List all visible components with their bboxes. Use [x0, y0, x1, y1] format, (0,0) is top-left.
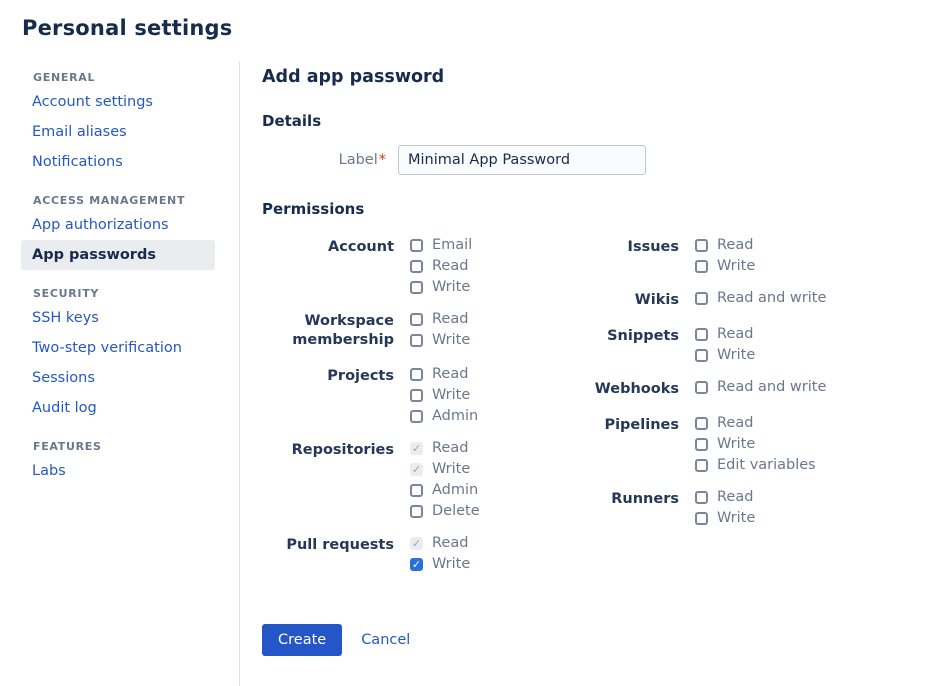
checkmark-icon: ✓: [411, 462, 422, 476]
checkbox-repositories-delete[interactable]: [410, 505, 423, 518]
permission-group-projects: [262, 366, 585, 424]
checkbox-account-email[interactable]: [410, 239, 423, 252]
sidebar-section-header: GENERAL: [33, 71, 96, 84]
permission-option-label: Read: [432, 440, 469, 456]
checkbox-projects-write[interactable]: [410, 389, 423, 402]
details-heading: Details: [262, 112, 322, 130]
checkbox-account-read[interactable]: [410, 260, 423, 273]
permission-option-account-read[interactable]: [410, 258, 472, 274]
checkbox-repositories-write[interactable]: [410, 463, 423, 476]
permission-group-options: [695, 237, 755, 274]
sidebar-section-general: [0, 71, 239, 177]
permission-group-label: Wikis: [634, 292, 679, 308]
label-field-row: [262, 145, 936, 175]
checkmark-icon: ✓: [411, 557, 422, 571]
permission-group-label: Pull requests: [286, 537, 394, 553]
sidebar-section-security: [0, 287, 239, 423]
permission-option-repositories-admin[interactable]: [410, 482, 480, 498]
checkbox-pull-requests-read[interactable]: [410, 537, 423, 550]
checkbox-issues-write[interactable]: [695, 260, 708, 273]
permission-option-label: Write: [717, 510, 756, 526]
permission-group-options: [695, 415, 816, 473]
checkmark-icon: ✓: [411, 536, 422, 550]
required-asterisk: *: [378, 152, 386, 168]
checkbox-account-write[interactable]: [410, 281, 423, 294]
checkbox-runners-read[interactable]: [695, 491, 708, 504]
permission-option-label: Write: [717, 258, 756, 274]
permission-group-options: [410, 366, 478, 424]
sidebar-item-app-authorizations[interactable]: App authorizations: [32, 217, 169, 233]
checkbox-pipelines-read[interactable]: [695, 417, 708, 430]
permission-option-label: Read: [432, 366, 469, 382]
sidebar-section-items: [0, 456, 239, 486]
sidebar-item-app-passwords[interactable]: App passwords: [21, 240, 215, 270]
permission-group-options: [410, 311, 470, 348]
permission-group-label: Issues: [627, 239, 679, 255]
label-field-text: Label: [338, 152, 378, 168]
checkbox-pipelines-write[interactable]: [695, 438, 708, 451]
sidebar-section-header: SECURITY: [33, 287, 100, 300]
permission-group-pipelines: [585, 415, 936, 473]
permission-option-repositories-read[interactable]: [410, 440, 480, 456]
permission-group-options: [410, 237, 472, 295]
permission-option-pull-requests-read[interactable]: [410, 535, 470, 551]
permission-group-label: Webhooks: [594, 381, 679, 397]
permissions-heading: Permissions: [262, 200, 365, 218]
sidebar-section-access-management: [0, 194, 239, 270]
sidebar-item-two-step-verification[interactable]: Two-step verification: [32, 340, 182, 356]
permission-group-label: Workspace membership: [292, 313, 394, 348]
main-content: [240, 61, 936, 686]
permission-option-label: Edit variables: [717, 457, 816, 473]
permission-option-label: Read: [717, 489, 754, 505]
sidebar: [0, 61, 240, 686]
form-actions: [262, 624, 936, 656]
permission-group-options: [410, 440, 480, 519]
permission-group-issues: [585, 237, 936, 274]
permission-option-label: Write: [432, 332, 471, 348]
permission-option-label: Read: [717, 415, 754, 431]
permission-option-issues-write[interactable]: [695, 258, 755, 274]
sidebar-section-header: FEATURES: [33, 440, 102, 453]
permission-option-label: Read and write: [717, 290, 827, 306]
checkbox-projects-admin[interactable]: [410, 410, 423, 423]
sidebar-section-items: [0, 87, 239, 177]
permission-option-account-email[interactable]: [410, 237, 472, 253]
sidebar-item-sessions[interactable]: Sessions: [32, 370, 95, 386]
label-field-label: [262, 152, 398, 168]
permission-option-pull-requests-write[interactable]: [410, 556, 470, 572]
checkbox-repositories-admin[interactable]: [410, 484, 423, 497]
sidebar-item-notifications[interactable]: Notifications: [32, 154, 123, 170]
permission-option-webhooks-read-and-write[interactable]: [695, 379, 826, 395]
permissions-column-left: [262, 237, 585, 588]
cancel-link[interactable]: Cancel: [361, 632, 411, 648]
checkbox-projects-read[interactable]: [410, 368, 423, 381]
checkbox-webhooks-read-and-write[interactable]: [695, 381, 708, 394]
permission-option-workspace-membership-write[interactable]: [410, 332, 470, 348]
permissions-column-right: [585, 237, 936, 588]
permission-option-label: Delete: [432, 503, 480, 519]
permission-option-snippets-read[interactable]: [695, 326, 755, 342]
checkbox-repositories-read[interactable]: [410, 442, 423, 455]
checkbox-snippets-write[interactable]: [695, 349, 708, 362]
sidebar-item-email-aliases[interactable]: Email aliases: [32, 124, 127, 140]
permission-option-label: Write: [432, 387, 471, 403]
permission-option-label: Write: [432, 461, 471, 477]
permission-option-label: Write: [432, 279, 471, 295]
sidebar-section-items: [0, 303, 239, 423]
checkbox-pipelines-edit-variables[interactable]: [695, 459, 708, 472]
permission-option-label: Write: [432, 556, 471, 572]
checkmark-icon: ✓: [411, 441, 422, 455]
permission-option-label: Read: [432, 311, 469, 327]
permission-group-label: Account: [328, 239, 394, 255]
checkbox-pull-requests-write[interactable]: [410, 558, 423, 571]
permission-option-label: Read and write: [717, 379, 827, 395]
permission-option-label: Read: [717, 326, 754, 342]
permission-group-repositories: [262, 440, 585, 519]
permission-group-runners: [585, 489, 936, 526]
permission-group-account: [262, 237, 585, 295]
permission-option-label: Write: [717, 436, 756, 452]
permission-option-account-write[interactable]: [410, 279, 472, 295]
checkbox-runners-write[interactable]: [695, 512, 708, 525]
permissions-grid: [262, 237, 936, 588]
permission-group-webhooks: [585, 379, 936, 399]
permission-option-label: Admin: [432, 408, 479, 424]
permission-option-runners-write[interactable]: [695, 510, 755, 526]
permission-option-label: Read: [432, 258, 469, 274]
permission-option-snippets-write[interactable]: [695, 347, 755, 363]
checkbox-workspace-membership-read[interactable]: [410, 313, 423, 326]
permission-option-projects-read[interactable]: [410, 366, 478, 382]
label-input[interactable]: [398, 145, 646, 175]
page-body: [0, 61, 936, 686]
permission-option-repositories-write[interactable]: [410, 461, 480, 477]
permission-option-wikis-read-and-write[interactable]: [695, 290, 826, 306]
permission-group-wikis: [585, 290, 936, 310]
sidebar-section-features: [0, 440, 239, 486]
permission-option-projects-write[interactable]: [410, 387, 478, 403]
permission-group-label: Snippets: [607, 328, 679, 344]
create-button[interactable]: Create: [262, 624, 342, 656]
permission-option-label: Write: [717, 347, 756, 363]
permission-option-projects-admin[interactable]: [410, 408, 478, 424]
permission-group-options: [695, 326, 755, 363]
permission-option-label: Read: [432, 535, 469, 551]
form-title: Add app password: [262, 67, 445, 87]
permission-option-issues-read[interactable]: [695, 237, 755, 253]
permission-option-pipelines-write[interactable]: [695, 436, 816, 452]
sidebar-item-ssh-keys[interactable]: SSH keys: [32, 310, 99, 326]
permission-option-label: Read: [717, 237, 754, 253]
checkbox-wikis-read-and-write[interactable]: [695, 292, 708, 305]
permission-group-label: Runners: [611, 491, 679, 507]
sidebar-item-audit-log[interactable]: Audit log: [32, 400, 97, 416]
checkbox-workspace-membership-write[interactable]: [410, 334, 423, 347]
permission-group-options: [695, 379, 826, 395]
permission-option-pipelines-edit-variables[interactable]: [695, 457, 816, 473]
permission-group-pull-requests: [262, 535, 585, 572]
permission-option-pipelines-read[interactable]: [695, 415, 816, 431]
sidebar-section-items: [0, 210, 239, 270]
checkbox-snippets-read[interactable]: [695, 328, 708, 341]
permission-option-label: Email: [432, 237, 473, 253]
sidebar-item-labs[interactable]: Labs: [32, 463, 66, 479]
permission-group-label: Pipelines: [604, 417, 679, 433]
permission-option-runners-read[interactable]: [695, 489, 755, 505]
checkbox-issues-read[interactable]: [695, 239, 708, 252]
permission-group-label: Projects: [327, 368, 394, 384]
permission-group-options: [410, 535, 470, 572]
permission-option-workspace-membership-read[interactable]: [410, 311, 470, 327]
sidebar-section-header: ACCESS MANAGEMENT: [33, 194, 186, 207]
permission-group-options: [695, 489, 755, 526]
permission-option-repositories-delete[interactable]: [410, 503, 480, 519]
sidebar-item-account-settings[interactable]: Account settings: [32, 94, 153, 110]
permission-group-workspace-membership: [262, 311, 585, 350]
permission-group-options: [695, 290, 826, 306]
permission-group-label: Repositories: [291, 442, 394, 458]
permission-group-snippets: [585, 326, 936, 363]
page-title: Personal settings: [22, 16, 233, 40]
permission-option-label: Admin: [432, 482, 479, 498]
